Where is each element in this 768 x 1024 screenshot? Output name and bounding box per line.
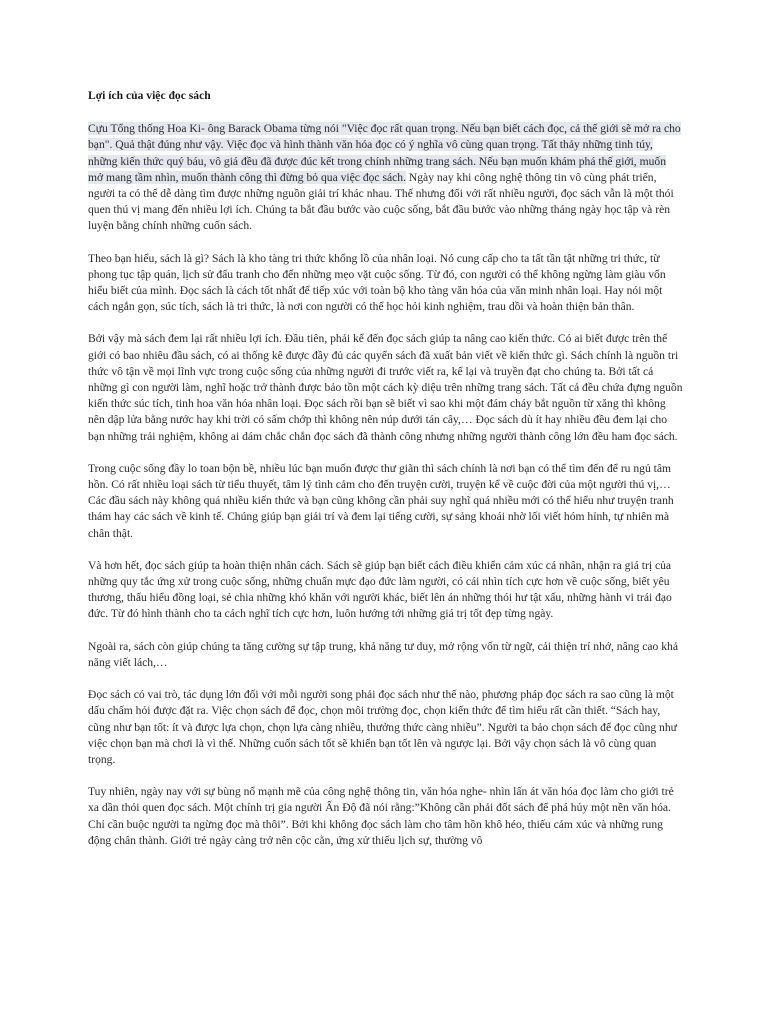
- paragraph-5: Ngoài ra, sách còn giúp chúng ta tăng cường sự tập trung, khả năng tư duy, mở rộng vốn từ ngữ, cải thiện trí nhớ, nâng cao khả năng viết lách,…: [88, 639, 678, 669]
- highlighted-text: Cựu Tổng thống Hoa Ki- ông Barack Obama từng nói "Việc đọc rất quan trọng. Nếu bạn biết cách đọc, cả thế giới sẽ mở ra cho bạn". Quả thật đúng như vậy. Việc đọc và hình thành văn hóa đọc có ý nghĩa vô cùng quan trọng. Tất thảy những tinh túy, những kiến thức quý báu, vô giá đều đã được đúc kết trong chính những trang sách. Nếu bạn muốn khám phá thế giới, muốn mở mang tầm nhìn, muốn thành công thì đừng bỏ qua việc đọc sách.: [88, 122, 681, 184]
- paragraph-2: Bởi vậy mà sách đem lại rất nhiều lợi ích. Đầu tiên, phải kể đến đọc sách giúp ta nâng cao kiến thức. Có ai biết được trên thế giới có bao nhiêu đầu sách, có ai thống kê được đầy đủ các quyển sách đã xuất bản viết về kiến thức gì. Sách chính là nguồn tri thức vô tận về mọi lĩnh vực trong cuộc sống của những người đi trước viết ra, kể lại và truyền đạt cho chúng ta. Bởi tất cả những gì con người làm, nghĩ hoặc trở thành được bảo tồn một cách kỳ diệu trên những trang sách. Tất cả đều chứa đựng nguồn kiến thức súc tích, tinh hoa văn hóa nhân loại. Đọc sách rồi bạn sẽ biết vì sao khi một đám cháy bắt nguồn từ xăng thì không nên dập lửa bằng nước hay khi trời có sấm chớp thì không nên núp dưới tán cây,… Đọc sách dù ít hay nhiều đều đem lại cho bạn những trải nghiệm, không ai dám chắc chắn đọc sách đã thành công nhưng những người thành công lớn đều ham đọc sách.: [88, 332, 683, 443]
- intro-rest-text: Ngày nay khi công nghệ thông tin vô cùng phát triển, người ta có thể dễ dàng tìm được những nguồn giải trí khác nhau. Thế nhưng đối với rất nhiều người, đọc sách vẫn là một thói quen thú vị mang đến nhiều lợi ích. Chúng ta bắt đầu bước vào cuộc sống, bắt đầu bước vào những tháng ngày học tập và rèn luyện bằng chính những cuốn sách.: [88, 170, 674, 233]
- paragraph-6: Đọc sách có vai trò, tác dụng lớn đối với mỗi người song phải đọc sách như thế nào, phương pháp đọc sách ra sao cũng là một dấu chấm hỏi được đặt ra. Việc chọn sách để đọc, chọn môi trường đọc, chọn kiến thức để tìm hiểu rất cần thiết. “Sách hay, cũng như bạn tốt: ít và được lựa chọn, chọn lựa càng nhiều, thưởng thức càng nhiều”. Người ta bảo chọn sách để đọc cũng như việc chọn bạn mà chơi là vì thế. Những cuốn sách tốt sẽ khiến bạn tốt lên và ngược lại. Bởi vậy chọn sách là vô cùng quan trọng.: [88, 688, 677, 766]
- paragraph-3: Trong cuộc sống đầy lo toan bộn bề, nhiều lúc bạn muốn được thư giãn thì sách chính là nơi bạn có thể tìm đến để ru ngủ tâm hồn. Có rất nhiều loại sách từ tiểu thuyết, tâm lý tình cảm cho đến truyện cười, truyện kể về cuộc đời của một người thú vị,…Các đầu sách này không quá nhiều kiến thức và bạn cũng không cần phải suy nghĩ quá nhiều mới có thể hiểu như truyện tranh thám hay các sách về kinh tế. Chúng giúp bạn giải trí và đem lại tiếng cười, sự sảng khoái nhờ lối viết hóm hỉnh, tự nhiên mà chân thật.: [88, 461, 674, 540]
- paragraph-4: Và hơn hết, đọc sách giúp ta hoàn thiện nhân cách. Sách sẽ giúp bạn biết cách điều khiển cảm xúc cá nhân, nhận ra giá trị của những quy tắc ứng xử trong cuộc sống, những chuẩn mực đạo đức làm người, có cái nhìn tích cực hơn về cuộc sống, biết yêu thương, thấu hiểu đồng loại, sẻ chia những khó khăn với người khác, biết lên án những thói hư tật xấu, những hành vi trái đạo đức. Từ đó hình thành cho ta cách nghĩ tích cực hơn, luôn hướng tới những giá trị tốt đẹp từng ngày.: [88, 558, 672, 621]
- paragraph-intro: [88, 121, 684, 234]
- document-title: Lợi ích của việc đọc sách: [88, 89, 211, 102]
- paragraph-7: Tuy nhiên, ngày nay với sự bùng nổ mạnh mẽ của công nghệ thông tin, văn hóa nghe- nhìn lấn át văn hóa đọc làm cho giới trẻ xa dần thói quen đọc sách. Một chính trị gia người Ấn Độ đã nói rằng:”Không cần phải đốt sách để phá hủy một nền văn hóa. Chỉ cần buộc người ta ngừng đọc mà thôi”. Bởi khi không đọc sách làm cho tâm hồn khô héo, thiếu cảm xúc và những rung động chân thành. Giới trẻ ngày càng trở nên cộc cằn, ứng xử thiếu lịch sự, thường vô: [88, 785, 674, 847]
- paragraph-1: Theo bạn hiểu, sách là gì? Sách là kho tàng tri thức khổng lồ của nhân loại. Nó cung cấp cho ta tất tần tật những tri thức, từ phong tục tập quán, lịch sử đấu tranh cho đến những mẹo vặt cuộc sống. Từ đó, con người có thể không ngừng làm giàu vốn hiểu biết của mình. Đọc sách là cách tốt nhất để tiếp xúc với toàn bộ kho tàng văn hóa của văn minh nhân loại. Hay nói một cách ngắn gọn, súc tích, sách là tri thức, là nơi con người có thể học hỏi kinh nghiệm, trau dồi và hoàn thiện bản thân.: [88, 251, 666, 314]
- document-page: [88, 88, 684, 865]
